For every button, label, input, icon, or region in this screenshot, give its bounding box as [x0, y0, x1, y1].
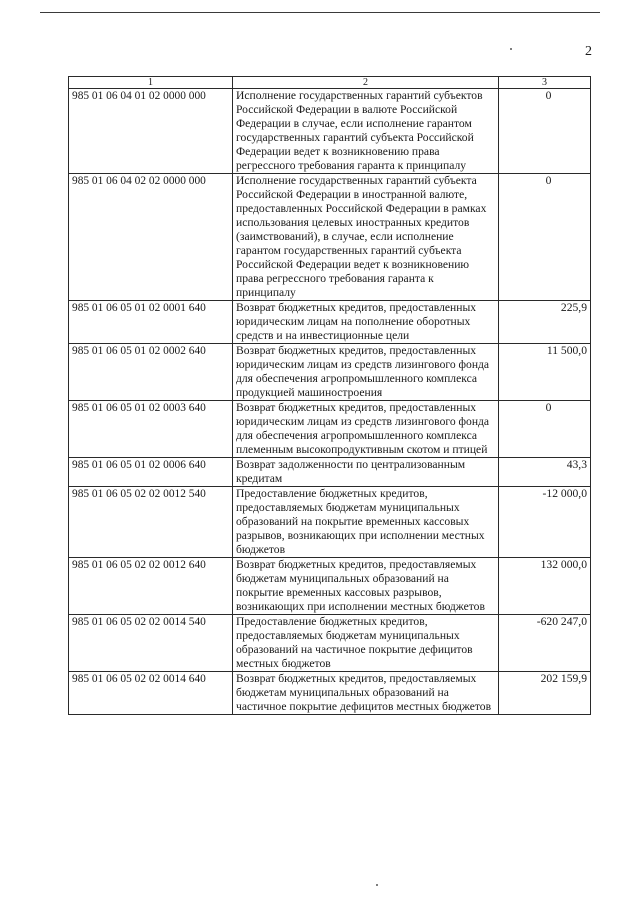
budget-code-cell: 985 01 06 05 02 02 0012 540	[69, 487, 233, 558]
budget-code-cell: 985 01 06 04 01 02 0000 000	[69, 89, 233, 174]
scan-speck	[510, 48, 512, 50]
table-row	[69, 401, 591, 458]
column-header-code: 1	[69, 77, 233, 89]
table-row	[69, 344, 591, 401]
column-header-amount: 3	[499, 77, 591, 89]
description-cell: Возврат бюджетных кредитов, предоставляемых бюджетам муниципальных образований на покрытие временных кассовых разрывов, возникающих при исполнении местных бюджетов	[233, 558, 499, 615]
table-row	[69, 89, 591, 174]
amount-cell: 202 159,9	[499, 672, 591, 715]
table-row	[69, 458, 591, 487]
amount-cell: 0	[499, 89, 591, 174]
table-row	[69, 301, 591, 344]
scan-speck	[376, 884, 378, 886]
amount-cell: 11 500,0	[499, 344, 591, 401]
table-row	[69, 174, 591, 301]
amount-cell: -12 000,0	[499, 487, 591, 558]
table-header-row	[69, 77, 591, 89]
amount-cell: -620 247,0	[499, 615, 591, 672]
description-cell: Исполнение государственных гарантий субъектов Российской Федерации в валюте Российской Федерации в случае, если исполнение гарантом государственных гарантий субъекта Российской Федерации ведет к возникновению права регрессного требования гаранта к принципалу	[233, 89, 499, 174]
amount-cell: 0	[499, 401, 591, 458]
budget-code-cell: 985 01 06 05 01 02 0002 640	[69, 344, 233, 401]
description-cell: Предоставление бюджетных кредитов, предоставляемых бюджетам муниципальных образований на покрытие временных кассовых разрывов, возникающих при исполнении местных бюджетов	[233, 487, 499, 558]
description-cell: Возврат бюджетных кредитов, предоставленных юридическим лицам из средств лизингового фонда для обеспечения агропромышленного комплекса продукцией машиностроения	[233, 344, 499, 401]
budget-sources-table	[68, 76, 591, 715]
table-row	[69, 487, 591, 558]
table-row	[69, 558, 591, 615]
description-cell: Возврат задолженности по централизованным кредитам	[233, 458, 499, 487]
page-number: 2	[585, 44, 592, 59]
table-row	[69, 672, 591, 715]
budget-code-cell: 985 01 06 05 01 02 0001 640	[69, 301, 233, 344]
budget-code-cell: 985 01 06 05 02 02 0014 540	[69, 615, 233, 672]
description-cell: Возврат бюджетных кредитов, предоставленных юридическим лицам из средств лизингового фонда для обеспечения агропромышленного комплекса племенным высокопродуктивным скотом и птицей	[233, 401, 499, 458]
top-rule	[40, 12, 600, 13]
amount-cell: 225,9	[499, 301, 591, 344]
amount-cell: 132 000,0	[499, 558, 591, 615]
budget-code-cell: 985 01 06 05 01 02 0006 640	[69, 458, 233, 487]
budget-code-cell: 985 01 06 04 02 02 0000 000	[69, 174, 233, 301]
amount-cell: 0	[499, 174, 591, 301]
budget-code-cell: 985 01 06 05 02 02 0012 640	[69, 558, 233, 615]
description-cell: Предоставление бюджетных кредитов, предоставляемых бюджетам муниципальных образований на частичное покрытие дефицитов местных бюджетов	[233, 615, 499, 672]
amount-cell: 43,3	[499, 458, 591, 487]
budget-code-cell: 985 01 06 05 01 02 0003 640	[69, 401, 233, 458]
description-cell: Возврат бюджетных кредитов, предоставленных юридическим лицам на пополнение оборотных средств и на инвестиционные цели	[233, 301, 499, 344]
column-header-description: 2	[233, 77, 499, 89]
description-cell: Возврат бюджетных кредитов, предоставляемых бюджетам муниципальных образований на частичное покрытие дефицитов местных бюджетов	[233, 672, 499, 715]
budget-code-cell: 985 01 06 05 02 02 0014 640	[69, 672, 233, 715]
description-cell: Исполнение государственных гарантий субъекта Российской Федерации в иностранной валюте, предоставленных Российской Федерации в рамках использования целевых иностранных кредитов (заимствований), в случае, если исполнение гарантом государственных гарантий субъекта Российской Федерации ведет к возникновению права регрессного требования гаранта к принципалу	[233, 174, 499, 301]
table-row	[69, 615, 591, 672]
